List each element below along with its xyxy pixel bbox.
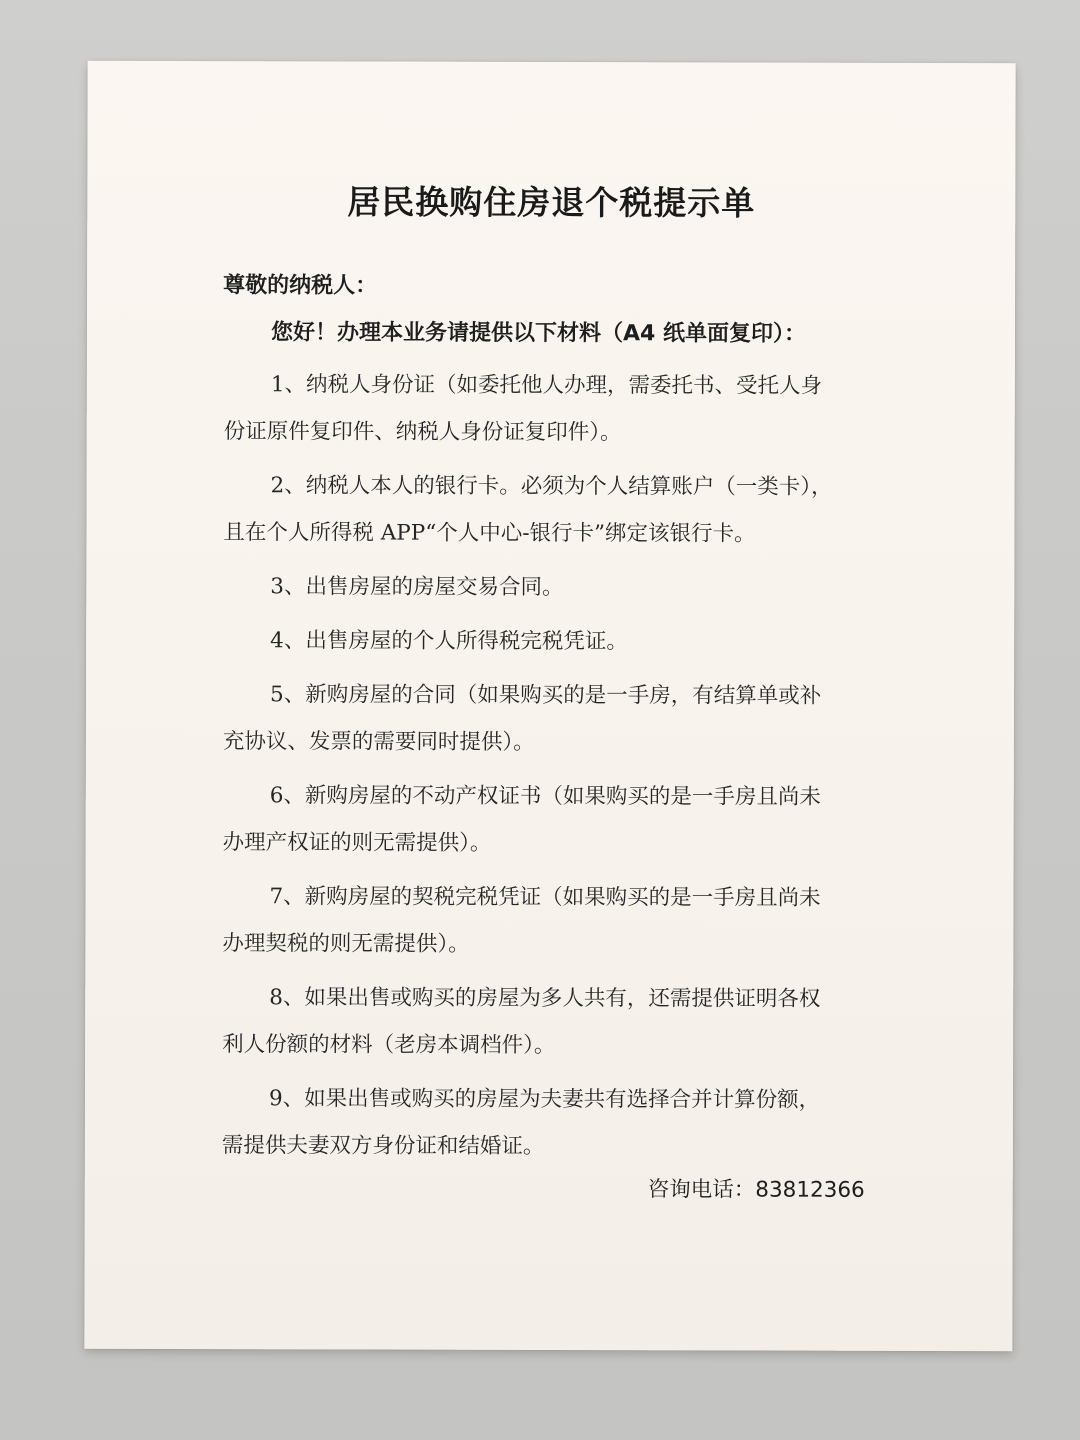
- list-item: [222, 1075, 872, 1171]
- item-line: 9、如果出售或购买的房屋为夫妻共有选择合并计算份额，: [268, 1086, 821, 1113]
- contact-phone: 咨询电话：83812366: [647, 1177, 865, 1203]
- list-item: [223, 671, 873, 767]
- item-line: 3、出售房屋的房屋交易合同。: [270, 574, 564, 601]
- item-line: 6、新购房屋的不动产权证书（如果购买的是一手房且尚未: [269, 783, 821, 810]
- item-line: 8、如果出售或购买的房屋为多人共有，还需提供证明各权: [269, 985, 821, 1012]
- document-title: 居民换购住房退个税提示单: [347, 182, 756, 223]
- item-line: 份证原件复印件、纳税人身份证复印件）。: [223, 419, 622, 446]
- item-line: 且在个人所得税 APP“个人中心-银行卡”绑定该银行卡。: [223, 520, 756, 547]
- item-line: 4、出售房屋的个人所得税完税凭证。: [270, 628, 628, 655]
- materials-list: [222, 361, 874, 1178]
- item-line: 5、新购房屋的合同（如果购买的是一手房，有结算单或补: [269, 682, 822, 709]
- list-item: [223, 617, 873, 666]
- list-item: [223, 563, 873, 612]
- item-line: 办理产权证的则无需提供）。: [222, 830, 492, 856]
- item-line: 办理契税的则无需提供）。: [222, 931, 470, 957]
- list-item: [224, 361, 874, 457]
- salutation: 尊敬的纳税人：: [223, 273, 378, 299]
- document-sheet: [84, 61, 1015, 1351]
- item-line: 2、纳税人本人的银行卡。必须为个人结算账户（一类卡），: [270, 473, 833, 500]
- item-line: 利人份额的材料（老房本调档件）。: [222, 1032, 556, 1059]
- list-item: [223, 772, 873, 868]
- item-line: 1、纳税人身份证（如委托他人办理，需委托书、受托人身: [270, 372, 823, 399]
- list-item: [223, 462, 873, 558]
- list-item: [222, 873, 872, 969]
- item-line: 充协议、发票的需要同时提供）。: [222, 729, 535, 755]
- list-item: [222, 974, 872, 1070]
- item-line: 需提供夫妻双方身份证和结婚证。: [221, 1133, 545, 1159]
- item-line: 7、新购房屋的契税完税凭证（如果购买的是一手房且尚未: [269, 884, 821, 911]
- intro-text: 您好！办理本业务请提供以下材料（A4 纸单面复印）：: [270, 320, 807, 347]
